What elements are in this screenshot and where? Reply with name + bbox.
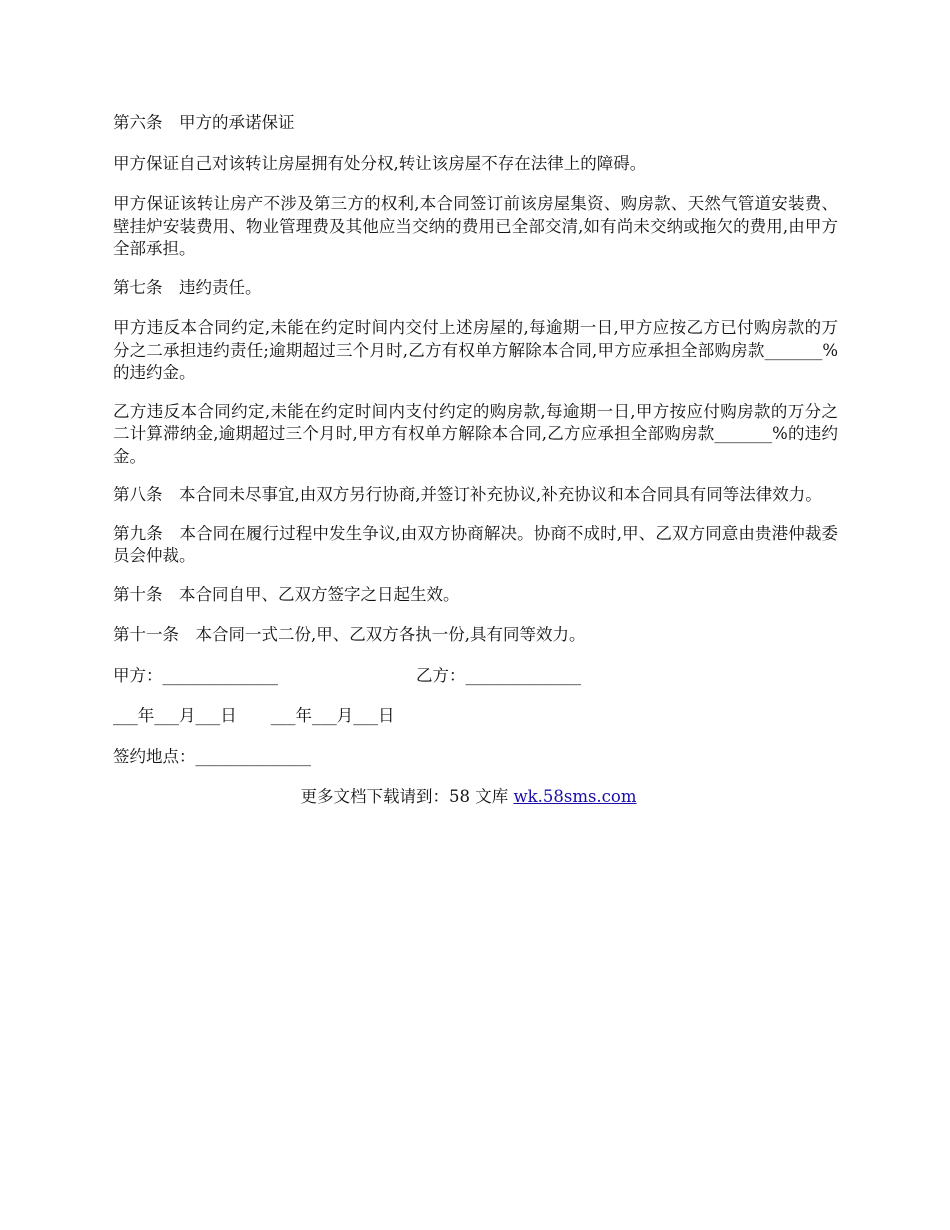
article-6-clause-2: 甲方保证该转让房产不涉及第三方的权利,本合同签订前该房屋集资、购房款、天然气管道安装费、壁挂炉安装费用、物业管理费及其他应当交纳的费用已全部交清,如有尚未交纳或拖欠的费用,由甲方全部承担。 <box>113 194 838 258</box>
article-6-clause-1: 甲方保证自己对该转让房屋拥有处分权,转让该房屋不存在法律上的障碍。 <box>113 153 647 173</box>
place-row <box>113 746 838 769</box>
date-row <box>113 705 838 728</box>
signature-row <box>113 665 838 688</box>
signing-place: 签约地点：______________ <box>113 746 311 766</box>
party-a-signature: 甲方：______________ <box>113 665 278 685</box>
party-b-signature: 乙方：______________ <box>416 665 581 685</box>
article-7-clause-1: 甲方违反本合同约定,未能在约定时间内交付上述房屋的,每逾期一日,甲方应按乙方已付购房款的万分之二承担违约责任;逾期超过三个月时,乙方有权单方解除本合同,甲方应承担全部购房款_______%的违约金。 <box>113 318 838 382</box>
article-8: 第八条 本合同未尽事宜,由双方另行协商,并签订补充协议,补充协议和本合同具有同等法律效力。 <box>113 485 822 504</box>
article-10: 第十条 本合同自甲、乙双方签字之日起生效。 <box>113 584 460 604</box>
article-6-heading: 第六条 甲方的承诺保证 <box>113 113 295 132</box>
article-7-heading: 第七条 违约责任。 <box>113 277 262 297</box>
article-7-clause-2: 乙方违反本合同约定,未能在约定时间内支付约定的购房款,每逾期一日,甲方按应付购房款的万分之二计算滞纳金,逾期超过三个月时,甲方有权单方解除本合同,乙方应承担全部购房款_______%的违约金。 <box>113 401 838 466</box>
party-a-date: ___年___月___日 <box>113 706 237 725</box>
date-spacer <box>237 705 271 728</box>
party-b-date: ___年___月___日 <box>270 706 395 725</box>
article-11: 第十一条 本合同一式二份,甲、乙双方各执一份,具有同等效力。 <box>113 625 586 644</box>
footer-text: 更多文档下载请到：58 文库 <box>300 787 514 806</box>
article-9: 第九条 本合同在履行过程中发生争议,由双方协商解决。协商不成时,甲、乙双方同意由贵港仲裁委员会仲裁。 <box>113 523 838 565</box>
footer-link[interactable]: wk.58sms.com <box>513 787 637 806</box>
contract-body <box>113 112 838 809</box>
download-footer <box>99 786 838 809</box>
